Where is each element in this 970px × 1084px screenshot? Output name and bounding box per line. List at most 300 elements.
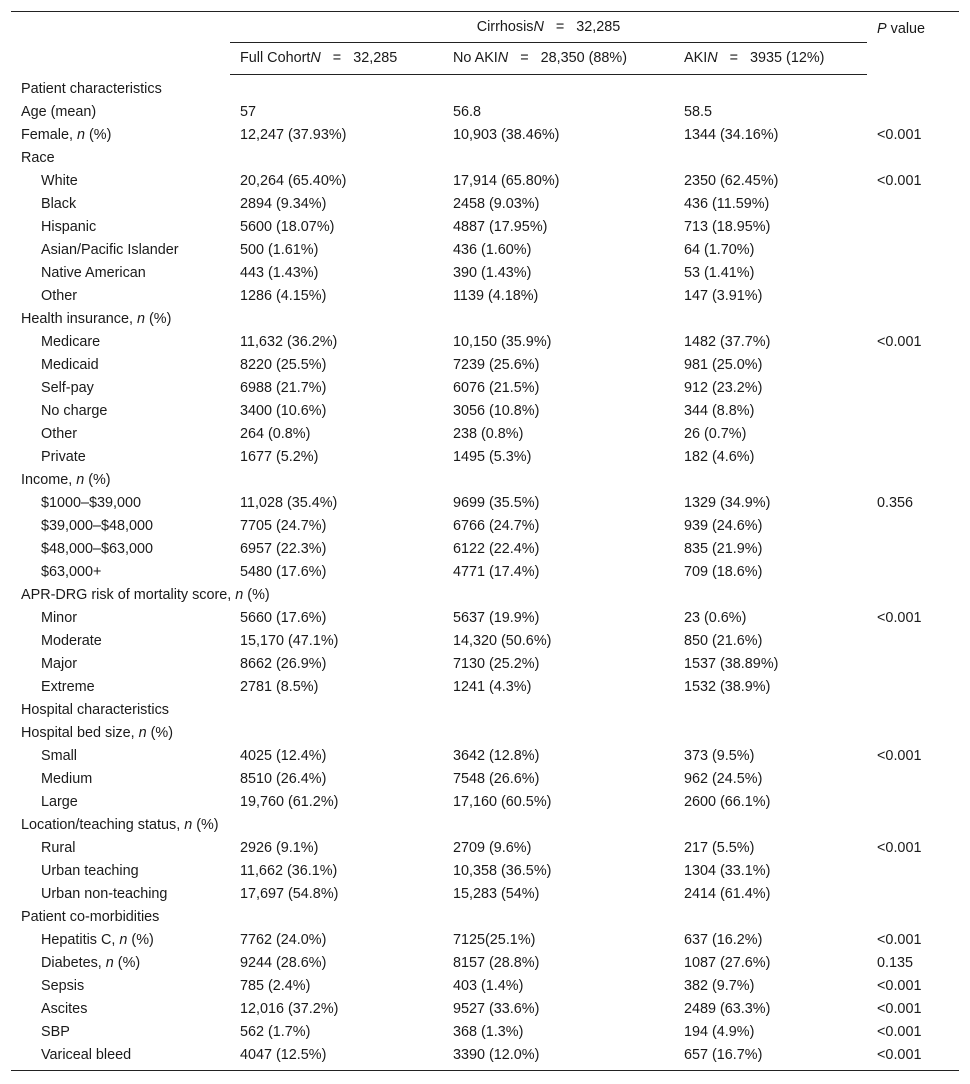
row-label-text: Patient co-morbidities [21, 909, 160, 925]
aki-cell: 344 (8.8%) [684, 403, 755, 419]
p-value-cell: <0.001 [877, 127, 922, 143]
p-value-cell [867, 722, 959, 745]
p-value-cell: <0.001 [877, 610, 922, 626]
table-row [11, 998, 959, 1021]
no-aki-cell: 403 (1.4%) [453, 978, 524, 994]
p-value-cell: <0.001 [877, 334, 922, 350]
aki-cell: 382 (9.7%) [684, 978, 755, 994]
full-cohort-cell [230, 75, 443, 102]
row-label [11, 101, 230, 124]
no-aki-cell: 1495 (5.3%) [453, 449, 532, 465]
row-label [11, 906, 230, 929]
row-label-text: Medium [41, 771, 93, 787]
table-row [11, 262, 959, 285]
full-cohort-cell: 4047 (12.5%) [230, 1044, 443, 1071]
p-value-cell: <0.001 [877, 748, 922, 764]
row-label-text: $63,000+ [41, 564, 102, 580]
aki-cell [674, 147, 867, 170]
p-value-cell [867, 561, 959, 584]
table-section-row [11, 147, 959, 170]
table-row [11, 193, 959, 216]
row-label-text: Self-pay [41, 380, 94, 396]
full-cohort-cell: 11,632 (36.2%) [240, 334, 338, 350]
table-body [11, 75, 959, 1071]
p-value-cell [867, 308, 959, 331]
table-row [11, 377, 959, 400]
table-row [11, 492, 959, 515]
aki-cell: 1344 (34.16%) [684, 127, 779, 143]
no-aki-cell: 3056 (10.8%) [453, 403, 540, 419]
aki-cell [674, 75, 867, 102]
p-value-cell [867, 630, 959, 653]
row-label-text: Age (mean) [21, 104, 97, 120]
no-aki-cell: 17,914 (65.80%) [453, 173, 560, 189]
row-label-italic: n [76, 127, 85, 143]
p-value-cell [867, 699, 959, 722]
row-label-text: Income, [21, 472, 77, 488]
row-label-text: Black [41, 196, 77, 212]
aki-cell: 657 (16.7%) [674, 1044, 867, 1071]
aki-cell [674, 308, 867, 331]
no-aki-cell: 6122 (22.4%) [453, 541, 540, 557]
row-label [11, 653, 230, 676]
header-row-top [11, 12, 959, 43]
row-label-text: Hospital bed size, [21, 725, 139, 741]
table-row [11, 653, 959, 676]
no-aki-cell [443, 814, 674, 837]
no-aki-cell: 8157 (28.8%) [453, 955, 540, 971]
full-cohort-label: Full Cohort [240, 50, 311, 66]
aki-cell: 64 (1.70%) [684, 242, 755, 258]
row-label-text: $1000–$39,000 [41, 495, 142, 511]
row-label-text: Hospital characteristics [21, 702, 169, 718]
row-label [11, 377, 230, 400]
aki-eq: = [729, 50, 739, 66]
table-row [11, 285, 959, 308]
aki-cell: 2350 (62.45%) [684, 173, 779, 189]
full-cohort-cell: 5600 (18.07%) [240, 219, 335, 235]
p-value-cell [867, 515, 959, 538]
full-cohort-cell: 562 (1.7%) [240, 1024, 311, 1040]
row-label-text: Ascites [41, 1001, 88, 1017]
full-cohort-cell: 20,264 (65.40%) [240, 173, 347, 189]
row-label [11, 354, 230, 377]
table-row [11, 239, 959, 262]
p-value-cell [867, 906, 959, 929]
full-cohort-cell: 785 (2.4%) [240, 978, 311, 994]
full-cohort-cell: 8510 (26.4%) [240, 771, 327, 787]
header-cirrhosis [230, 12, 867, 43]
table-section-row [11, 75, 959, 102]
full-cohort-cell: 1677 (5.2%) [240, 449, 319, 465]
row-label-text: Rural [41, 840, 76, 856]
aki-cell: 850 (21.6%) [684, 633, 763, 649]
row-label [11, 722, 230, 745]
table-section-row [11, 699, 959, 722]
no-aki-cell: 3642 (12.8%) [453, 748, 540, 764]
no-aki-cell: 1139 (4.18%) [453, 288, 539, 304]
row-label [11, 768, 230, 791]
table-row [11, 1021, 959, 1044]
full-cohort-cell: 15,170 (47.1%) [240, 633, 339, 649]
row-label [11, 331, 230, 354]
aki-cell: 709 (18.6%) [684, 564, 763, 580]
no-aki-cell: 10,903 (38.46%) [453, 127, 560, 143]
aki-cell: 939 (24.6%) [684, 518, 763, 534]
full-cohort-cell: 443 (1.43%) [240, 265, 319, 281]
p-value-cell [867, 469, 959, 492]
no-aki-n-symbol: N [497, 50, 509, 66]
row-label-tail: (%) [243, 587, 270, 603]
row-label-text: Female, [21, 127, 77, 143]
row-label-text: Private [41, 449, 86, 465]
row-label-text: Patient characteristics [21, 80, 162, 97]
p-value-cell [867, 400, 959, 423]
row-label-text: $48,000–$63,000 [41, 541, 154, 557]
table-row [11, 952, 959, 975]
table-row [11, 515, 959, 538]
table-section-row [11, 584, 959, 607]
row-label-tail: (%) [127, 932, 154, 948]
table-row [11, 630, 959, 653]
cirrhosis-label: Cirrhosis [476, 18, 534, 35]
full-cohort-eq: = [332, 50, 342, 66]
no-aki-cell: 10,358 (36.5%) [453, 863, 552, 879]
aki-cell: 373 (9.5%) [684, 748, 755, 764]
row-label [11, 239, 230, 262]
row-label [11, 699, 230, 722]
full-cohort-cell: 8220 (25.5%) [240, 357, 327, 373]
no-aki-cell: 15,283 (54%) [453, 886, 540, 902]
full-cohort-cell [230, 469, 443, 492]
full-cohort-cell: 5660 (17.6%) [240, 610, 327, 626]
no-aki-cell [443, 308, 674, 331]
aki-n-value: 3935 (12%) [750, 50, 825, 66]
row-label-text: SBP [41, 1024, 70, 1040]
row-label [11, 676, 230, 699]
row-label-text: Hispanic [41, 219, 97, 235]
table-row [11, 124, 959, 147]
aki-cell: 2600 (66.1%) [684, 794, 771, 810]
row-label-text: Urban non-teaching [41, 886, 168, 902]
no-aki-cell: 6766 (24.7%) [453, 518, 540, 534]
row-label-italic: n [119, 932, 128, 948]
p-value-cell [867, 860, 959, 883]
table-section-row [11, 722, 959, 745]
aki-cell [674, 722, 867, 745]
aki-cell: 182 (4.6%) [684, 449, 755, 465]
aki-cell: 53 (1.41%) [684, 265, 755, 281]
row-label-text: Race [21, 150, 55, 166]
full-cohort-cell: 12,247 (37.93%) [240, 127, 347, 143]
aki-cell: 217 (5.5%) [684, 840, 755, 856]
table-row [11, 676, 959, 699]
row-label-text: Major [41, 656, 77, 672]
row-label [11, 607, 230, 630]
aki-cell: 637 (16.2%) [684, 932, 763, 948]
full-cohort-n-value: 32,285 [353, 50, 398, 66]
row-label-tail: (%) [192, 817, 219, 833]
table-row [11, 837, 959, 860]
p-value-cell: <0.001 [867, 1044, 959, 1071]
row-label [11, 446, 230, 469]
full-cohort-cell: 264 (0.8%) [240, 426, 311, 442]
no-aki-cell: 6076 (21.5%) [453, 380, 540, 396]
p-value-cell: 0.135 [877, 955, 914, 971]
row-label [11, 860, 230, 883]
aki-label: AKI [684, 50, 708, 66]
row-label [11, 216, 230, 239]
aki-cell: 23 (0.6%) [684, 610, 747, 626]
no-aki-cell: 2458 (9.03%) [453, 196, 540, 212]
row-label-text: $39,000–$48,000 [41, 518, 154, 534]
row-label-text: Medicaid [41, 357, 99, 373]
table-row [11, 929, 959, 952]
no-aki-n-value: 28,350 (88%) [540, 50, 628, 66]
p-value-cell [867, 653, 959, 676]
no-aki-cell: 14,320 (50.6%) [453, 633, 552, 649]
no-aki-cell [443, 469, 674, 492]
row-label-text: Large [41, 794, 78, 810]
aki-cell: 981 (25.0%) [684, 357, 763, 373]
row-label-italic: n [76, 472, 85, 488]
p-value-cell [867, 883, 959, 906]
table-section-row [11, 814, 959, 837]
no-aki-cell [443, 699, 674, 722]
p-value-cell [867, 584, 959, 607]
no-aki-cell [443, 722, 674, 745]
table-row [11, 768, 959, 791]
aki-cell: 2414 (61.4%) [684, 886, 771, 902]
cirrhosis-n-value: 32,285 [576, 18, 621, 35]
aki-cell: 194 (4.9%) [684, 1024, 755, 1040]
full-cohort-cell [230, 308, 443, 331]
no-aki-cell [443, 584, 674, 607]
row-label-text: Location/teaching status, [21, 817, 185, 833]
no-aki-cell: 390 (1.43%) [453, 265, 532, 281]
p-value-cell [867, 676, 959, 699]
table-section-row [11, 906, 959, 929]
row-label-italic: n [105, 955, 114, 971]
row-label-text: APR-DRG risk of mortality score, [21, 587, 236, 603]
row-label [11, 515, 230, 538]
no-aki-label: No AKI [453, 50, 498, 66]
full-cohort-cell: 2894 (9.34%) [240, 196, 327, 212]
table-row [11, 607, 959, 630]
full-cohort-cell: 500 (1.61%) [240, 242, 319, 258]
no-aki-cell: 7548 (26.6%) [453, 771, 540, 787]
row-label-text: Asian/Pacific Islander [41, 242, 179, 258]
aki-cell [674, 699, 867, 722]
table-row [11, 860, 959, 883]
row-label-text: Other [41, 426, 77, 442]
row-label [11, 400, 230, 423]
p-value-cell: <0.001 [877, 840, 922, 856]
full-cohort-cell: 7762 (24.0%) [240, 932, 327, 948]
table-row [11, 331, 959, 354]
p-value-cell [867, 239, 959, 262]
full-cohort-cell: 11,662 (36.1%) [240, 863, 338, 879]
row-label [11, 193, 230, 216]
row-label [11, 837, 230, 860]
row-label-text: Sepsis [41, 978, 85, 994]
row-label-tail: (%) [145, 311, 172, 327]
row-label-italic: n [137, 311, 146, 327]
no-aki-cell: 4887 (17.95%) [453, 219, 548, 235]
no-aki-cell: 10,150 (35.9%) [453, 334, 552, 350]
row-label-tail: (%) [113, 955, 141, 971]
aki-cell [674, 814, 867, 837]
table-row [11, 883, 959, 906]
row-label-text: Diabetes, [41, 955, 106, 971]
p-value-cell [867, 538, 959, 561]
p-value-cell [867, 285, 959, 308]
aki-cell [674, 584, 867, 607]
no-aki-cell [443, 147, 674, 170]
full-cohort-cell: 1286 (4.15%) [240, 288, 327, 304]
no-aki-cell: 238 (0.8%) [453, 426, 524, 442]
row-label [11, 469, 230, 492]
p-value-cell [867, 75, 959, 102]
full-cohort-cell: 6957 (22.3%) [240, 541, 327, 557]
row-label [11, 492, 230, 515]
full-cohort-cell [230, 699, 443, 722]
no-aki-cell: 17,160 (60.5%) [453, 794, 552, 810]
row-label-text: Hepatitis C, [41, 932, 120, 948]
row-label-tail: (%) [146, 725, 173, 741]
header-empty-cell [11, 12, 230, 75]
row-label [11, 538, 230, 561]
row-label-text: Urban teaching [41, 863, 139, 879]
table-container [11, 11, 959, 1071]
no-aki-cell: 5637 (19.9%) [453, 610, 540, 626]
header-no-aki [443, 43, 674, 75]
full-cohort-cell: 57 [240, 104, 257, 120]
row-label-text: No charge [41, 403, 108, 419]
row-label-text: Small [41, 748, 77, 764]
p-value-cell: <0.001 [877, 1001, 922, 1017]
p-value-cell: <0.001 [877, 978, 922, 994]
row-label [11, 75, 230, 102]
no-aki-eq: = [520, 50, 529, 66]
p-value-rest: value [886, 21, 926, 37]
p-value-cell [867, 354, 959, 377]
p-value-cell: 0.356 [877, 495, 914, 511]
full-cohort-cell: 11,028 (35.4%) [240, 495, 338, 511]
row-label-text: Medicare [41, 334, 101, 350]
row-label-text: Moderate [41, 633, 102, 649]
row-label [11, 170, 230, 193]
table-row [11, 561, 959, 584]
p-value-cell [867, 193, 959, 216]
row-label [11, 814, 230, 837]
table-row [11, 975, 959, 998]
row-label [11, 952, 230, 975]
p-value-cell [867, 216, 959, 239]
p-value-cell: <0.001 [877, 173, 922, 189]
table-row [11, 170, 959, 193]
row-label-text: Variceal bleed [41, 1047, 132, 1063]
row-label [11, 791, 230, 814]
aki-cell [674, 469, 867, 492]
row-label [11, 883, 230, 906]
no-aki-cell: 368 (1.3%) [453, 1024, 524, 1040]
table-section-row [11, 308, 959, 331]
no-aki-cell: 7130 (25.2%) [453, 656, 540, 672]
row-label-text: Other [41, 288, 77, 304]
row-label [11, 630, 230, 653]
p-value-cell: <0.001 [877, 932, 922, 948]
table-row [11, 216, 959, 239]
full-cohort-cell: 12,016 (37.2%) [240, 1001, 339, 1017]
p-value-cell: <0.001 [877, 1024, 922, 1040]
aki-cell: 58.5 [684, 104, 713, 120]
header-aki [674, 43, 867, 75]
header-full-cohort [230, 43, 443, 75]
no-aki-cell: 2709 (9.6%) [453, 840, 532, 856]
p-value-cell [867, 262, 959, 285]
full-cohort-cell: 8662 (26.9%) [240, 656, 327, 672]
aki-cell: 962 (24.5%) [684, 771, 763, 787]
full-cohort-cell [230, 722, 443, 745]
p-value-cell [867, 791, 959, 814]
table-row [11, 423, 959, 446]
full-cohort-cell: 2781 (8.5%) [240, 679, 319, 695]
p-value-cell [867, 377, 959, 400]
full-cohort-cell: 6988 (21.7%) [240, 380, 327, 396]
aki-cell: 1482 (37.7%) [684, 334, 771, 350]
table-row [11, 400, 959, 423]
full-cohort-cell [230, 147, 443, 170]
p-value-p: P [877, 21, 887, 37]
no-aki-cell: 56.8 [453, 104, 482, 120]
aki-cell: 835 (21.9%) [684, 541, 763, 557]
aki-cell: 436 (11.59%) [684, 196, 770, 212]
no-aki-cell: 9527 (33.6%) [453, 1001, 540, 1017]
aki-cell: 147 (3.91%) [684, 288, 763, 304]
row-label-italic: n [235, 587, 244, 603]
row-label-text: Native American [41, 265, 146, 281]
no-aki-cell: 436 (1.60%) [453, 242, 532, 258]
table-row [11, 101, 959, 124]
row-label [11, 1044, 230, 1071]
row-label-tail: (%) [84, 472, 111, 488]
no-aki-cell [443, 906, 674, 929]
row-label-italic: n [138, 725, 147, 741]
cirrhosis-n-symbol: N [533, 18, 544, 35]
table-row [11, 745, 959, 768]
row-label-text: Health insurance, [21, 311, 137, 327]
no-aki-cell: 7239 (25.6%) [453, 357, 540, 373]
no-aki-cell: 9699 (35.5%) [453, 495, 540, 511]
table-row [11, 1044, 959, 1071]
aki-cell: 1537 (38.89%) [684, 656, 779, 672]
table-row [11, 354, 959, 377]
p-value-cell [867, 814, 959, 837]
p-value-cell [867, 446, 959, 469]
row-label [11, 561, 230, 584]
no-aki-cell [443, 75, 674, 102]
aki-cell: 2489 (63.3%) [684, 1001, 771, 1017]
full-cohort-cell: 3400 (10.6%) [240, 403, 327, 419]
full-cohort-cell: 7705 (24.7%) [240, 518, 327, 534]
p-value-cell [867, 101, 959, 124]
row-label [11, 308, 230, 331]
row-label [11, 124, 230, 147]
row-label [11, 975, 230, 998]
aki-cell: 912 (23.2%) [684, 380, 763, 396]
row-label [11, 929, 230, 952]
